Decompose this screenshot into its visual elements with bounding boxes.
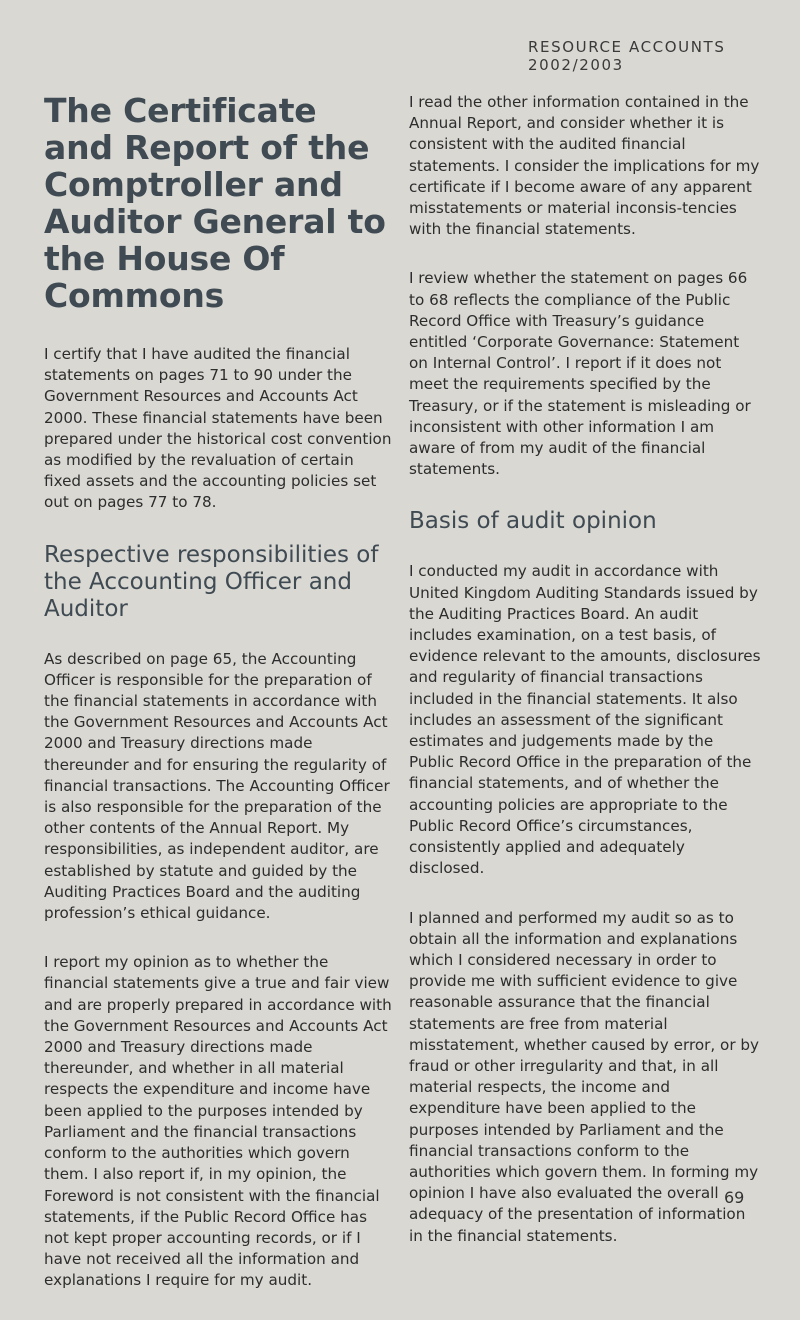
other-information-paragraph: I read the other information contained in the Annual Report, and consider whether it is consistent with the audited financial statements. I consider the implications for my certificate if I become aware of any apparent misstatements or material inconsis-tencies with the financial statements. (409, 93, 760, 239)
right-column (409, 92, 761, 1275)
responsibilities-paragraph-2: I report my opinion as to whether the financial statements give a true and fair view and are properly prepared in accordance with the Government Resources and Accounts Act 2000 and Treasury directions made thereunder, and whether in all material respects the expenditure and income have been applied to the purposes intended by Parliament and the financial transactions conform to the authorities which govern them. I also report if, in my opinion, the Foreword is not consistent with the financial statements, if the Public Record Office has not kept proper accounting records, or if I have not received all the information and explanations I require for my audit. (44, 953, 392, 1290)
basis-heading: Basis of audit opinion (409, 508, 657, 535)
intro-paragraph: I certify that I have audited the financial statements on pages 71 to 90 under the Government Resources and Accounts Act 2000. These financial statements have been prepared under the historical cost convention as modified by the revaluation of certain fixed assets and the accounting policies set out on pages 77 to 78. (44, 345, 392, 512)
running-header: RESOURCE ACCOUNTS 2002/2003 (528, 38, 726, 74)
responsibilities-heading: Respective responsibilities of the Accounting Officer and Auditor (44, 541, 379, 622)
basis-paragraph-1: I conducted my audit in accordance with United Kingdom Auditing Standards issued by the Auditing Practices Board. An audit includes examination, on a test basis, of evidence relevant to the amounts, disclosures and regularity of financial transactions included in the financial statements. It also includes an assessment of the significant estimates and judgements made by the Public Record Office in the preparation of the financial statements, and of whether the accounting policies are appropriate to the Public Record Office’s circumstances, consistently applied and adequately disclosed. (409, 562, 761, 878)
left-column (44, 92, 392, 1320)
report-title: The Certificate and Report of the Comptroller and Auditor General to the House Of Commons (44, 91, 386, 315)
page-number: 69 (724, 1188, 745, 1207)
responsibilities-paragraph-1: As described on page 65, the Accounting Officer is responsible for the preparation of the financial statements in accordance with the Government Resources and Accounts Act 2000 and Treasury directions made thereunder and for ensuring the regularity of financial transactions. The Accounting Officer is also responsible for the preparation of the other contents of the Annual Report. My responsibilities, as independent auditor, are established by statute and guided by the Auditing Practices Board and the auditing profession’s ethical guidance. (44, 649, 390, 923)
basis-paragraph-2: I planned and performed my audit so as to obtain all the information and explanations which I considered necessary in order to provide me with sufficient evidence to give reasonable assurance that the financial statements are free from material misstatement, whether caused by error, or by fraud or other irregularity and that, in all material respects, the income and expenditure have been applied to the purposes intended by Parliament and the financial transactions conform to the authorities which govern them. In forming my opinion I have also evaluated the overall adequacy of the presentation of information in the financial statements. (409, 908, 760, 1245)
internal-control-paragraph: I review whether the statement on pages 66 to 68 reflects the compliance of the Public Record Office with Treasury’s guidance entitled ‘Corporate Governance: Statement on Internal Control’. I report if it does not meet the requirements specified by the Treasury, or if the statement is misleading or inconsistent with other information I am aware of from my audit of the financial statements. (409, 269, 751, 479)
